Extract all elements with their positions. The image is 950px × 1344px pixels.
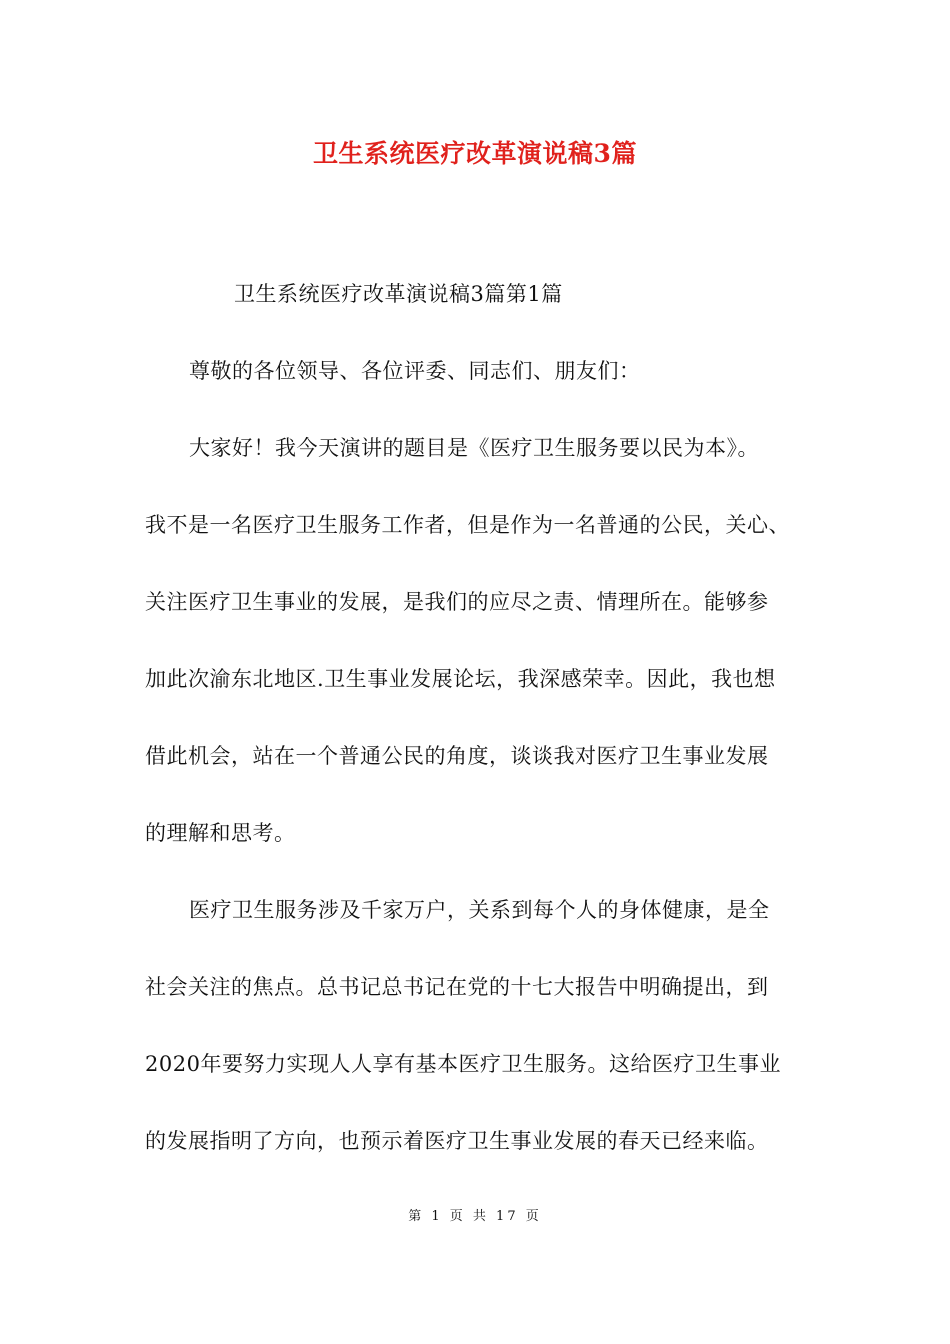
paragraph-line: 医疗卫生服务涉及千家万户，关系到每个人的身体健康，是全	[189, 898, 770, 922]
paragraph-line: 的理解和思考。	[145, 821, 296, 845]
paragraph-line: 加此次渝东北地区.卫生事业发展论坛，我深感荣幸。因此，我也想	[145, 667, 776, 691]
section-heading: 卫生系统医疗改革演说稿3篇第1篇	[234, 282, 563, 306]
document-body	[145, 270, 810, 1165]
paragraph-line: 关注医疗卫生事业的发展，是我们的应尽之责、情理所在。能够参	[145, 590, 769, 614]
paragraph-line: 2020年要努力实现人人享有基本医疗卫生服务。这给医疗卫生事业	[145, 1052, 781, 1076]
paragraph-line: 借此机会，站在一个普通公民的角度，谈谈我对医疗卫生事业发展	[145, 744, 769, 768]
paragraph-line: 大家好！我今天演讲的题目是《医疗卫生服务要以民为本》。	[189, 436, 759, 460]
paragraph-2	[145, 886, 810, 1165]
paragraph-line: 的发展指明了方向，也预示着医疗卫生事业发展的春天已经来临。	[145, 1129, 769, 1153]
paragraph-1	[145, 424, 810, 857]
paragraph-line: 社会关注的焦点。总书记总书记在党的十七大报告中明确提出，到	[145, 975, 769, 999]
paragraph-line: 我不是一名医疗卫生服务工作者，但是作为一名普通的公民，关心、	[145, 513, 790, 537]
page-number-footer: 第 1 页 共 17 页	[408, 1209, 542, 1224]
salutation: 尊敬的各位领导、各位评委、同志们、朋友们：	[189, 359, 641, 383]
document-title: 卫生系统医疗改革演说稿3篇	[313, 139, 637, 168]
